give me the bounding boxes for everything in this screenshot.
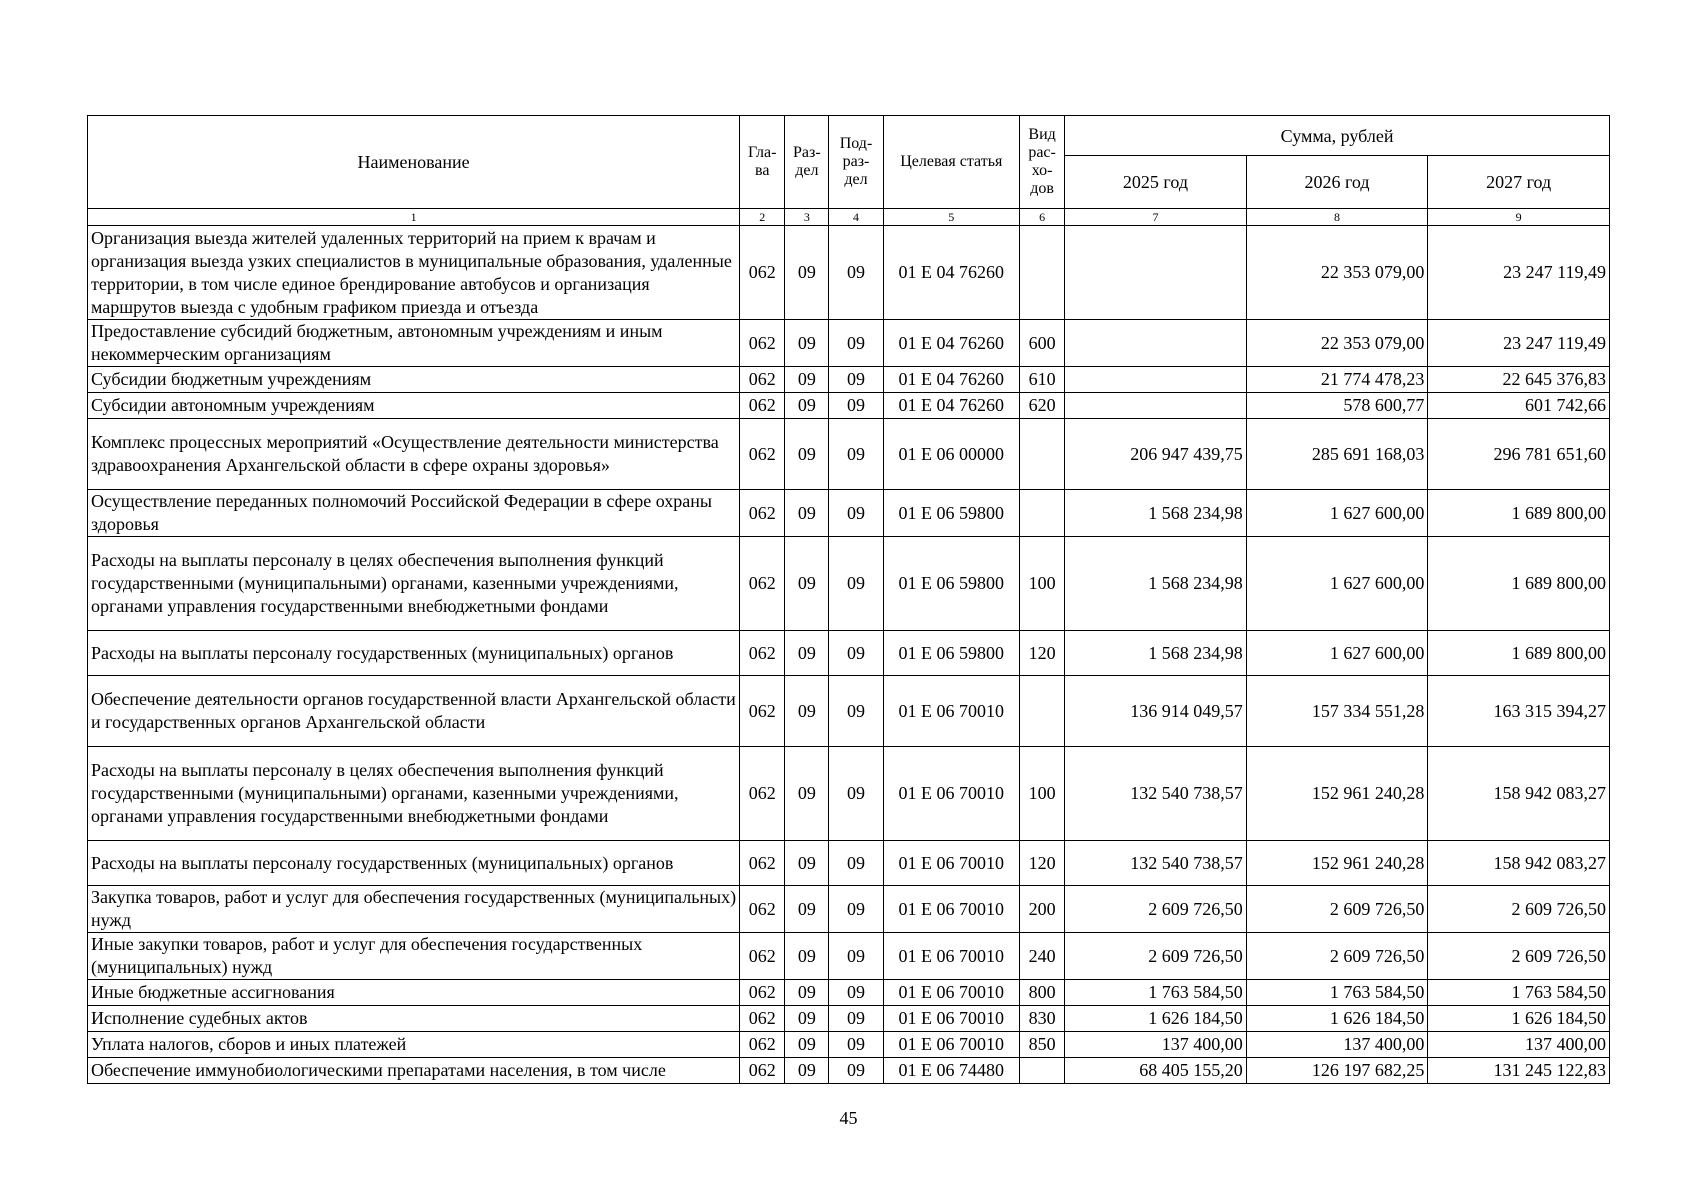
table-row (88, 320, 1610, 367)
cell-glava: 062 (740, 490, 785, 537)
cell-vid-rashodov: 600 (1020, 320, 1065, 367)
cell-amount-2026: 22 353 079,00 (1246, 226, 1428, 320)
cell-razdel: 09 (785, 393, 829, 419)
cell-amount-2027: 2 609 726,50 (1428, 886, 1610, 933)
table-row (88, 676, 1610, 747)
cell-name: Осуществление переданных полномочий Российской Федерации в сфере охраны здоровья (88, 490, 740, 537)
header-vid-rashodov: Вид рас- хо- дов (1020, 116, 1065, 209)
cell-amount-2027: 158 942 083,27 (1428, 841, 1610, 886)
cell-amount-2025: 136 914 049,57 (1065, 676, 1247, 747)
cell-amount-2027: 1 689 800,00 (1428, 631, 1610, 676)
cell-razdel: 09 (785, 886, 829, 933)
cell-podrazdel: 09 (829, 747, 883, 841)
cell-glava: 062 (740, 747, 785, 841)
cell-glava: 062 (740, 537, 785, 631)
cell-podrazdel: 09 (829, 393, 883, 419)
table-row (88, 537, 1610, 631)
cell-razdel: 09 (785, 676, 829, 747)
cell-razdel: 09 (785, 537, 829, 631)
cell-name: Расходы на выплаты персоналу в целях обеспечения выполнения функций государственными (муниципальными) органами, казенными учреждениями, органами управления государственными внебюджетными фондами (88, 747, 740, 841)
cell-name: Закупка товаров, работ и услуг для обеспечения государственных (муниципальных) нужд (88, 886, 740, 933)
table-row (88, 226, 1610, 320)
cell-vid-rashodov: 830 (1020, 1006, 1065, 1032)
table-row (88, 1058, 1610, 1084)
header-name: Наименование (88, 116, 740, 209)
cell-amount-2027: 163 315 394,27 (1428, 676, 1610, 747)
cell-podrazdel: 09 (829, 1058, 883, 1084)
cell-vid-rashodov (1020, 490, 1065, 537)
cell-podrazdel: 09 (829, 419, 883, 490)
cell-vid-rashodov: 610 (1020, 367, 1065, 393)
cell-razdel: 09 (785, 226, 829, 320)
cell-glava: 062 (740, 1058, 785, 1084)
cell-celevaya-statya: 01 Е 06 70010 (883, 933, 1019, 980)
column-number: 5 (883, 209, 1019, 226)
cell-amount-2025: 2 609 726,50 (1065, 886, 1247, 933)
table-row (88, 490, 1610, 537)
cell-glava: 062 (740, 419, 785, 490)
cell-razdel: 09 (785, 1058, 829, 1084)
cell-celevaya-statya: 01 Е 04 76260 (883, 226, 1019, 320)
cell-glava: 062 (740, 367, 785, 393)
cell-amount-2026: 152 961 240,28 (1246, 747, 1428, 841)
budget-table (87, 115, 1610, 1084)
header-podrazdel: Под- раз- дел (829, 116, 883, 209)
cell-name: Расходы на выплаты персоналу в целях обеспечения выполнения функций государственными (муниципальными) органами, казенными учреждениями, органами управления государственными внебюджетными фондами (88, 537, 740, 631)
cell-vid-rashodov: 800 (1020, 980, 1065, 1006)
cell-name: Субсидии автономным учреждениям (88, 393, 740, 419)
cell-glava: 062 (740, 1006, 785, 1032)
cell-name: Расходы на выплаты персоналу государственных (муниципальных) органов (88, 631, 740, 676)
table-row (88, 980, 1610, 1006)
cell-amount-2025: 1 568 234,98 (1065, 631, 1247, 676)
column-number: 9 (1428, 209, 1610, 226)
cell-amount-2027: 22 645 376,83 (1428, 367, 1610, 393)
cell-razdel: 09 (785, 367, 829, 393)
column-number: 3 (785, 209, 829, 226)
cell-vid-rashodov: 200 (1020, 886, 1065, 933)
cell-celevaya-statya: 01 Е 06 00000 (883, 419, 1019, 490)
cell-vid-rashodov (1020, 1058, 1065, 1084)
cell-glava: 062 (740, 631, 785, 676)
column-number: 6 (1020, 209, 1065, 226)
cell-amount-2026: 1 763 584,50 (1246, 980, 1428, 1006)
cell-name: Уплата налогов, сборов и иных платежей (88, 1032, 740, 1058)
cell-amount-2025: 1 568 234,98 (1065, 537, 1247, 631)
cell-amount-2026: 126 197 682,25 (1246, 1058, 1428, 1084)
cell-amount-2025: 1 763 584,50 (1065, 980, 1247, 1006)
cell-amount-2026: 2 609 726,50 (1246, 886, 1428, 933)
header-glava: Гла- ва (740, 116, 785, 209)
cell-podrazdel: 09 (829, 886, 883, 933)
cell-vid-rashodov: 240 (1020, 933, 1065, 980)
cell-amount-2025 (1065, 367, 1247, 393)
cell-amount-2025: 132 540 738,57 (1065, 841, 1247, 886)
cell-razdel: 09 (785, 980, 829, 1006)
cell-celevaya-statya: 01 Е 06 59800 (883, 631, 1019, 676)
cell-amount-2027: 1 626 184,50 (1428, 1006, 1610, 1032)
cell-celevaya-statya: 01 Е 04 76260 (883, 320, 1019, 367)
cell-amount-2025 (1065, 393, 1247, 419)
cell-celevaya-statya: 01 Е 06 59800 (883, 490, 1019, 537)
cell-celevaya-statya: 01 Е 06 70010 (883, 747, 1019, 841)
header-year-2025: 2025 год (1065, 156, 1247, 209)
cell-amount-2027: 1 763 584,50 (1428, 980, 1610, 1006)
cell-celevaya-statya: 01 Е 06 70010 (883, 676, 1019, 747)
cell-razdel: 09 (785, 747, 829, 841)
column-number: 2 (740, 209, 785, 226)
cell-glava: 062 (740, 1032, 785, 1058)
cell-amount-2025: 132 540 738,57 (1065, 747, 1247, 841)
cell-name: Субсидии бюджетным учреждениям (88, 367, 740, 393)
cell-celevaya-statya: 01 Е 04 76260 (883, 393, 1019, 419)
table-row (88, 367, 1610, 393)
table-row (88, 747, 1610, 841)
cell-glava: 062 (740, 933, 785, 980)
cell-razdel: 09 (785, 419, 829, 490)
cell-amount-2025: 2 609 726,50 (1065, 933, 1247, 980)
cell-amount-2025: 1 626 184,50 (1065, 1006, 1247, 1032)
header-year-2026: 2026 год (1246, 156, 1428, 209)
cell-amount-2027: 131 245 122,83 (1428, 1058, 1610, 1084)
cell-name: Исполнение судебных актов (88, 1006, 740, 1032)
cell-vid-rashodov: 100 (1020, 747, 1065, 841)
cell-name: Обеспечение деятельности органов государственной власти Архангельской области и государственных органов Архангельской области (88, 676, 740, 747)
table-row (88, 393, 1610, 419)
cell-amount-2026: 2 609 726,50 (1246, 933, 1428, 980)
cell-vid-rashodov: 100 (1020, 537, 1065, 631)
cell-vid-rashodov (1020, 226, 1065, 320)
cell-glava: 062 (740, 226, 785, 320)
cell-amount-2026: 1 627 600,00 (1246, 631, 1428, 676)
cell-vid-rashodov (1020, 419, 1065, 490)
cell-vid-rashodov (1020, 676, 1065, 747)
cell-podrazdel: 09 (829, 367, 883, 393)
cell-glava: 062 (740, 980, 785, 1006)
header-summa: Сумма, рублей (1065, 116, 1610, 156)
cell-amount-2027: 23 247 119,49 (1428, 226, 1610, 320)
cell-razdel: 09 (785, 320, 829, 367)
header-celevaya-statya: Целевая статья (883, 116, 1019, 209)
cell-amount-2026: 152 961 240,28 (1246, 841, 1428, 886)
cell-razdel: 09 (785, 841, 829, 886)
table-row (88, 886, 1610, 933)
cell-amount-2027: 23 247 119,49 (1428, 320, 1610, 367)
column-number: 7 (1065, 209, 1247, 226)
cell-razdel: 09 (785, 1032, 829, 1058)
table-row (88, 933, 1610, 980)
cell-name: Комплекс процессных мероприятий «Осуществление деятельности министерства здравоохранения Архангельской области в сфере охраны здоровья» (88, 419, 740, 490)
cell-podrazdel: 09 (829, 631, 883, 676)
table-row (88, 1006, 1610, 1032)
cell-glava: 062 (740, 676, 785, 747)
cell-vid-rashodov: 120 (1020, 631, 1065, 676)
cell-amount-2026: 1 627 600,00 (1246, 490, 1428, 537)
cell-amount-2025: 1 568 234,98 (1065, 490, 1247, 537)
cell-amount-2025: 68 405 155,20 (1065, 1058, 1247, 1084)
cell-amount-2025 (1065, 320, 1247, 367)
cell-amount-2027: 1 689 800,00 (1428, 490, 1610, 537)
cell-amount-2026: 285 691 168,03 (1246, 419, 1428, 490)
cell-glava: 062 (740, 841, 785, 886)
cell-celevaya-statya: 01 Е 06 70010 (883, 980, 1019, 1006)
table-row (88, 631, 1610, 676)
column-number: 8 (1246, 209, 1428, 226)
cell-vid-rashodov: 620 (1020, 393, 1065, 419)
cell-amount-2027: 137 400,00 (1428, 1032, 1610, 1058)
cell-amount-2027: 1 689 800,00 (1428, 537, 1610, 631)
cell-amount-2026: 137 400,00 (1246, 1032, 1428, 1058)
cell-name: Предоставление субсидий бюджетным, автономным учреждениям и иным некоммерческим организациям (88, 320, 740, 367)
cell-glava: 062 (740, 393, 785, 419)
table-row (88, 841, 1610, 886)
cell-celevaya-statya: 01 Е 06 70010 (883, 1006, 1019, 1032)
cell-glava: 062 (740, 886, 785, 933)
column-number: 4 (829, 209, 883, 226)
cell-podrazdel: 09 (829, 1006, 883, 1032)
table-body (88, 226, 1610, 1084)
cell-podrazdel: 09 (829, 320, 883, 367)
cell-celevaya-statya: 01 Е 06 70010 (883, 886, 1019, 933)
cell-vid-rashodov: 120 (1020, 841, 1065, 886)
cell-amount-2026: 1 627 600,00 (1246, 537, 1428, 631)
cell-amount-2026: 1 626 184,50 (1246, 1006, 1428, 1032)
cell-amount-2026: 578 600,77 (1246, 393, 1428, 419)
cell-name: Организация выезда жителей удаленных территорий на прием к врачам и организация выезда узких специалистов в муниципальные образования, удаленные территории, в том числе единое брендирование автобусов и организация маршрутов выезда с удобным графиком приезда и отъезда (88, 226, 740, 320)
header-year-2027: 2027 год (1428, 156, 1610, 209)
cell-amount-2027: 2 609 726,50 (1428, 933, 1610, 980)
cell-amount-2027: 158 942 083,27 (1428, 747, 1610, 841)
cell-celevaya-statya: 01 Е 06 74480 (883, 1058, 1019, 1084)
cell-podrazdel: 09 (829, 933, 883, 980)
cell-amount-2026: 157 334 551,28 (1246, 676, 1428, 747)
cell-razdel: 09 (785, 490, 829, 537)
cell-celevaya-statya: 01 Е 06 59800 (883, 537, 1019, 631)
cell-celevaya-statya: 01 Е 04 76260 (883, 367, 1019, 393)
cell-podrazdel: 09 (829, 676, 883, 747)
cell-amount-2027: 601 742,66 (1428, 393, 1610, 419)
cell-glava: 062 (740, 320, 785, 367)
column-numbers-row (88, 209, 1610, 226)
cell-podrazdel: 09 (829, 841, 883, 886)
cell-podrazdel: 09 (829, 226, 883, 320)
cell-name: Обеспечение иммунобиологическими препаратами населения, в том числе (88, 1058, 740, 1084)
cell-razdel: 09 (785, 1006, 829, 1032)
cell-name: Иные бюджетные ассигнования (88, 980, 740, 1006)
cell-name: Иные закупки товаров, работ и услуг для обеспечения государственных (муниципальных) нужд (88, 933, 740, 980)
cell-podrazdel: 09 (829, 490, 883, 537)
cell-celevaya-statya: 01 Е 06 70010 (883, 841, 1019, 886)
cell-razdel: 09 (785, 631, 829, 676)
table-row (88, 1032, 1610, 1058)
cell-vid-rashodov: 850 (1020, 1032, 1065, 1058)
header-razdel: Раз- дел (785, 116, 829, 209)
cell-amount-2026: 21 774 478,23 (1246, 367, 1428, 393)
page-number: 45 (839, 1108, 858, 1128)
cell-amount-2026: 22 353 079,00 (1246, 320, 1428, 367)
cell-amount-2025 (1065, 226, 1247, 320)
cell-podrazdel: 09 (829, 537, 883, 631)
cell-amount-2025: 137 400,00 (1065, 1032, 1247, 1058)
cell-podrazdel: 09 (829, 1032, 883, 1058)
table-row (88, 419, 1610, 490)
cell-name: Расходы на выплаты персоналу государственных (муниципальных) органов (88, 841, 740, 886)
cell-podrazdel: 09 (829, 980, 883, 1006)
column-number: 1 (88, 209, 740, 226)
cell-celevaya-statya: 01 Е 06 70010 (883, 1032, 1019, 1058)
cell-razdel: 09 (785, 933, 829, 980)
cell-amount-2027: 296 781 651,60 (1428, 419, 1610, 490)
cell-amount-2025: 206 947 439,75 (1065, 419, 1247, 490)
